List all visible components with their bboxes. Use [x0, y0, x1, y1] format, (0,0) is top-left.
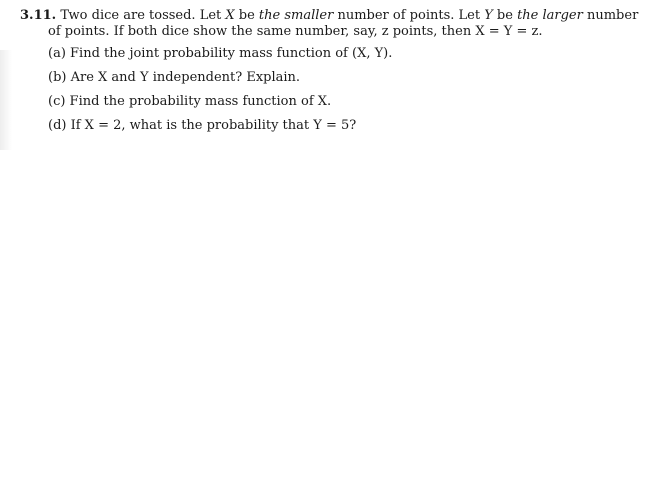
problem-text-part-5: number [582, 8, 639, 23]
question-part-a: (a) Find the joint probability mass function of (X, Y). [48, 46, 393, 61]
problem-text-part-4: be [492, 8, 518, 23]
question-part-d: (d) If X = 2, what is the probability that Y = 5? [48, 118, 357, 133]
problem-statement-line-1 [20, 8, 638, 24]
problem-statement-line-2: of points. If both dice show the same number, say, z points, then X = Y = z. [48, 24, 543, 39]
problem-text-part-2: be [234, 8, 259, 23]
variable-x: X [225, 8, 235, 23]
problem-text-part-1: Two dice are tossed. Let [60, 8, 226, 23]
problem-number: 3.11. [20, 8, 57, 23]
variable-y: Y [484, 8, 493, 23]
problem-text-part-3: number of points. Let [333, 8, 485, 23]
emphasis-larger: the larger [517, 8, 583, 23]
emphasis-smaller: the smaller [258, 8, 334, 23]
scan-edge-shadow [0, 50, 12, 150]
question-part-c: (c) Find the probability mass function of X. [48, 94, 332, 109]
question-part-b: (b) Are X and Y independent? Explain. [48, 70, 301, 85]
